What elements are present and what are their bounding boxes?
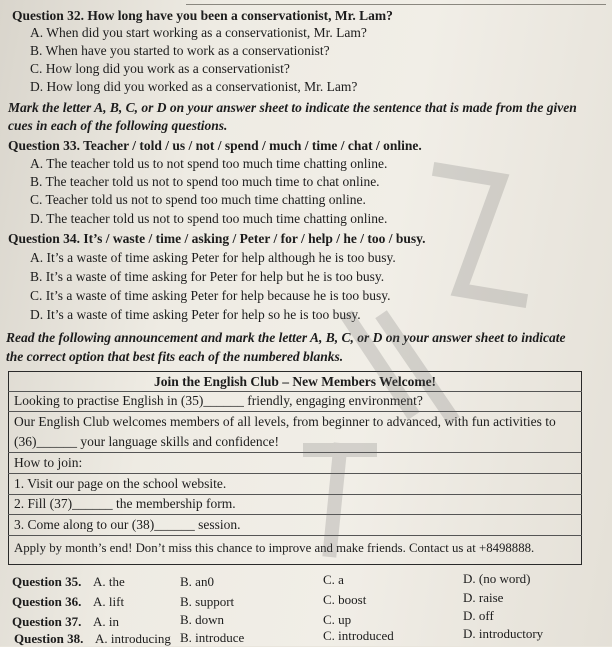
q38-option-d: D. introductory xyxy=(463,626,544,641)
q36-option-b: B. support xyxy=(180,594,235,609)
q34-option-d: D. It’s a waste of time asking Peter for help so he is too busy. xyxy=(30,307,361,322)
announcement-title: Join the English Club – New Members Welcome! xyxy=(153,374,437,389)
q33-stem: Question 33. Teacher / told / us / not / spend / much / time / chat / online. xyxy=(8,138,422,153)
announcement-how-to-join: How to join: xyxy=(14,455,83,470)
announcement-p1: Looking to practise English in (35)______ friendly, engaging environment? xyxy=(14,393,423,408)
q33-option-d: D. The teacher told us not to spend too much time chatting online. xyxy=(30,211,388,226)
q35-option-d: D. (no word) xyxy=(463,571,531,586)
q35-label: Question 35. xyxy=(12,574,82,589)
instruction-2-line-1: Read the following announcement and mark the letter A, B, C, or D on your answer sheet to indicate xyxy=(6,330,566,345)
q38-option-b: B. introduce xyxy=(180,630,245,645)
announcement-closing: Apply by month’s end! Don’t miss this chance to improve and make friends. Contact us at +8498888. xyxy=(14,541,535,555)
q38-option-c: C. introduced xyxy=(323,628,394,643)
announcement-step-1: 1. Visit our page on the school website. xyxy=(14,476,227,491)
q34-option-b: B. It’s a waste of time asking for Peter for help but he is too busy. xyxy=(30,269,385,284)
q35-option-a: A. the xyxy=(93,574,125,589)
q34-option-c: C. It’s a waste of time asking Peter for help because he is too busy. xyxy=(30,288,391,303)
instruction-1-line-2: cues in each of the following questions. xyxy=(8,118,228,133)
announcement-p2-line-2: (36)______ your language skills and confidence! xyxy=(14,434,280,449)
q37-option-c: C. up xyxy=(323,612,352,627)
q37-option-a: A. in xyxy=(93,614,119,629)
q33-option-b: B. The teacher told us not to spend too much time to chat online. xyxy=(30,174,380,189)
watermark-stroke xyxy=(350,320,450,415)
q38-option-a: A. introducing xyxy=(95,631,171,646)
announcement-step-2: 2. Fill (37)______ the membership form. xyxy=(14,496,236,511)
q33-option-c: C. Teacher told us not to spend too much time chatting online. xyxy=(30,192,366,207)
q35-option-c: C. a xyxy=(323,572,344,587)
q37-option-b: B. down xyxy=(180,612,225,627)
instruction-2-line-2: the correct option that best fits each of the numbered blanks. xyxy=(6,349,344,364)
q34-stem: Question 34. It’s / waste / time / asking / Peter / for / help / he / too / busy. xyxy=(8,231,426,246)
q36-option-a: A. lift xyxy=(93,594,125,609)
q36-option-d: D. raise xyxy=(463,590,504,605)
top-divider xyxy=(186,4,606,5)
watermark xyxy=(290,150,590,570)
watermark-stroke xyxy=(440,170,520,300)
watermark-stroke xyxy=(310,450,370,550)
q33-option-a: A. The teacher told us to not spend too much time chatting online. xyxy=(30,156,388,171)
announcement-step-3: 3. Come along to our (38)______ session. xyxy=(14,517,241,532)
q32-option-b: B. When have you started to work as a conservationist? xyxy=(30,43,330,58)
q37-option-d: D. off xyxy=(463,608,494,623)
q32-option-d: D. How long did you worked as a conservationist, Mr. Lam? xyxy=(30,79,358,94)
q37-label: Question 37. xyxy=(12,614,82,629)
instruction-1-line-1: Mark the letter A, B, C, or D on your answer sheet to indicate the sentence that is made from the given xyxy=(8,100,577,115)
q36-option-c: C. boost xyxy=(323,592,367,607)
q32-option-a: A. When did you start working as a conservationist, Mr. Lam? xyxy=(30,25,367,40)
q32-option-c: C. How long did you work as a conservationist? xyxy=(30,61,290,76)
q34-option-a: A. It’s a waste of time asking Peter for help although he is too busy. xyxy=(30,250,396,265)
q35-option-b: B. an0 xyxy=(180,574,214,589)
q38-label: Question 38. xyxy=(14,631,84,646)
q32-stem: Question 32. How long have you been a conservationist, Mr. Lam? xyxy=(12,8,393,23)
announcement-p2-line-1: Our English Club welcomes members of all levels, from beginner to advanced, with fun activities to xyxy=(14,414,556,429)
q36-label: Question 36. xyxy=(12,594,82,609)
